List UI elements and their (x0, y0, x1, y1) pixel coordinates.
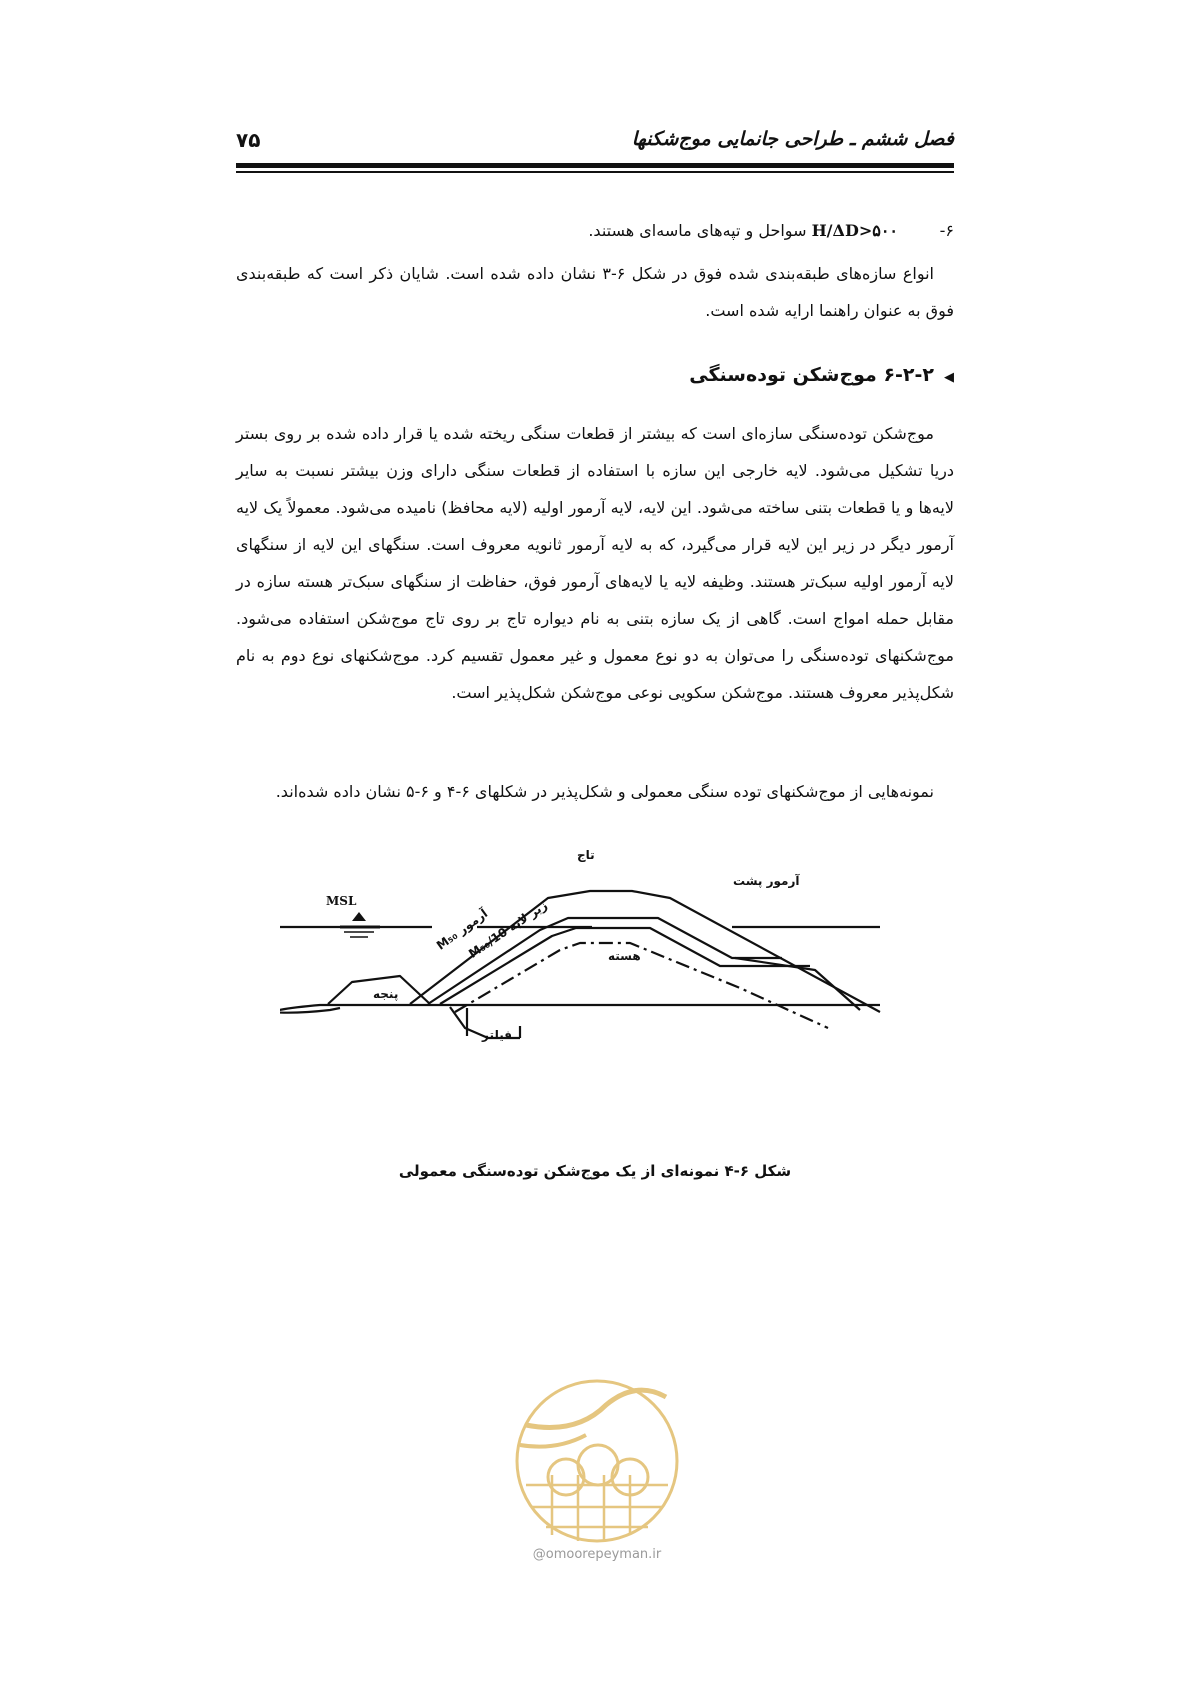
formula-text: H/ΔD>۵۰۰ (811, 221, 898, 240)
seabed-line (280, 1005, 880, 1012)
label-msl: MSL (326, 894, 357, 908)
msl-marker (344, 932, 374, 937)
paragraph-3: نمونه‌هایی از موج‌شکنهای توده سنگی معمولی و شکل‌پذیر در شکلهای ۶-۴ و ۶-۵ نشان داده شده‌اند. (275, 782, 934, 801)
msl-triangle-icon (352, 912, 366, 921)
label-under-layer: زیر لایه M₅₀/10 (466, 898, 550, 961)
label-crest: تاج (577, 848, 595, 862)
core-boundary-line (455, 943, 828, 1028)
label-core: هسته (608, 949, 641, 963)
label-armour: آرمور M₅₀ (433, 906, 491, 953)
figure-caption: شکل ۶-۴ نمونه‌ای از یک موج‌شکن توده‌سنگی معمولی (398, 1162, 792, 1180)
breakwater-diagram (280, 888, 920, 1133)
paragraph-2: موج‌شکن توده‌سنگی سازه‌ای است که بیشتر از قطعات سنگی ریخته شده یا قرار داده شده بر روی بستر دریا تشکیل می‌شود. لایه خارجی این سازه با استفاده از قطعات سنگی دارای وزن بیشتر نسبت به سایر لایه‌ها و یا قطعات بتنی ساخته می‌شود. این لایه، لایه آرمور اولیه (لایه محافظ) نامیده می‌شود. معمولاً یک لایه آرمور دیگر در زیر این لایه قرار می‌گیرد، که به لایه آرمور ثانویه معروف است. سنگهای این لایه از سنگهای لایه آرمور اولیه سبک‌تر هستند. وظیفه لایه یا لایه‌های آرمور فوق، حفاظت از سنگهای سبک‌تر هسته سازه در مقابل حمله امواج است. گاهی از یک سازه بتنی به نام دیواره تاج بر روی تاج موج‌شکن استفاده می‌شود. موج‌شکنهای توده‌سنگی را می‌توان به دو نوع معمول و غیر معمول تقسیم کرد. موج‌شکنهای نوع دوم به نام شکل‌پذیر معروف هستند. موج‌شکن سکویی نوعی موج‌شکن شکل‌پذیر است. (236, 424, 954, 702)
breakwater-cross-section-figure (280, 848, 920, 1133)
section-heading (689, 364, 954, 386)
watermark-url: @omoorepeyman.ir (532, 1547, 662, 1562)
label-filter: فیلتر (482, 1028, 513, 1042)
header-rule-thick (236, 163, 954, 168)
list-item-6 (236, 212, 954, 249)
list-item-text: سواحل و تپه‌های ماسه‌ای هستند. (588, 221, 807, 240)
page-number: ۷۵ (236, 128, 261, 152)
label-rear-armour: آرمور پشت (733, 874, 800, 888)
header-rule-thin (236, 171, 954, 173)
chapter-title: فصل ششم ـ طراحی جانمایی موج‌شکنها (631, 128, 954, 150)
section-heading-text: ۶-۲-۲ موج‌شکن توده‌سنگی (689, 364, 934, 386)
paragraph-1: انواع سازه‌های طبقه‌بندی شده فوق در شکل ۶-۳ نشان داده شده است. شایان ذکر است که طبقه‌بندی فوق به عنوان راهنما ارایه شده است. (236, 264, 954, 320)
triangle-bullet-icon: ◀ (944, 370, 954, 385)
list-item-number: ۶- (939, 221, 954, 240)
label-toe: پنجه (373, 987, 399, 1001)
omoorepeyman-watermark-logo (486, 1365, 708, 1565)
